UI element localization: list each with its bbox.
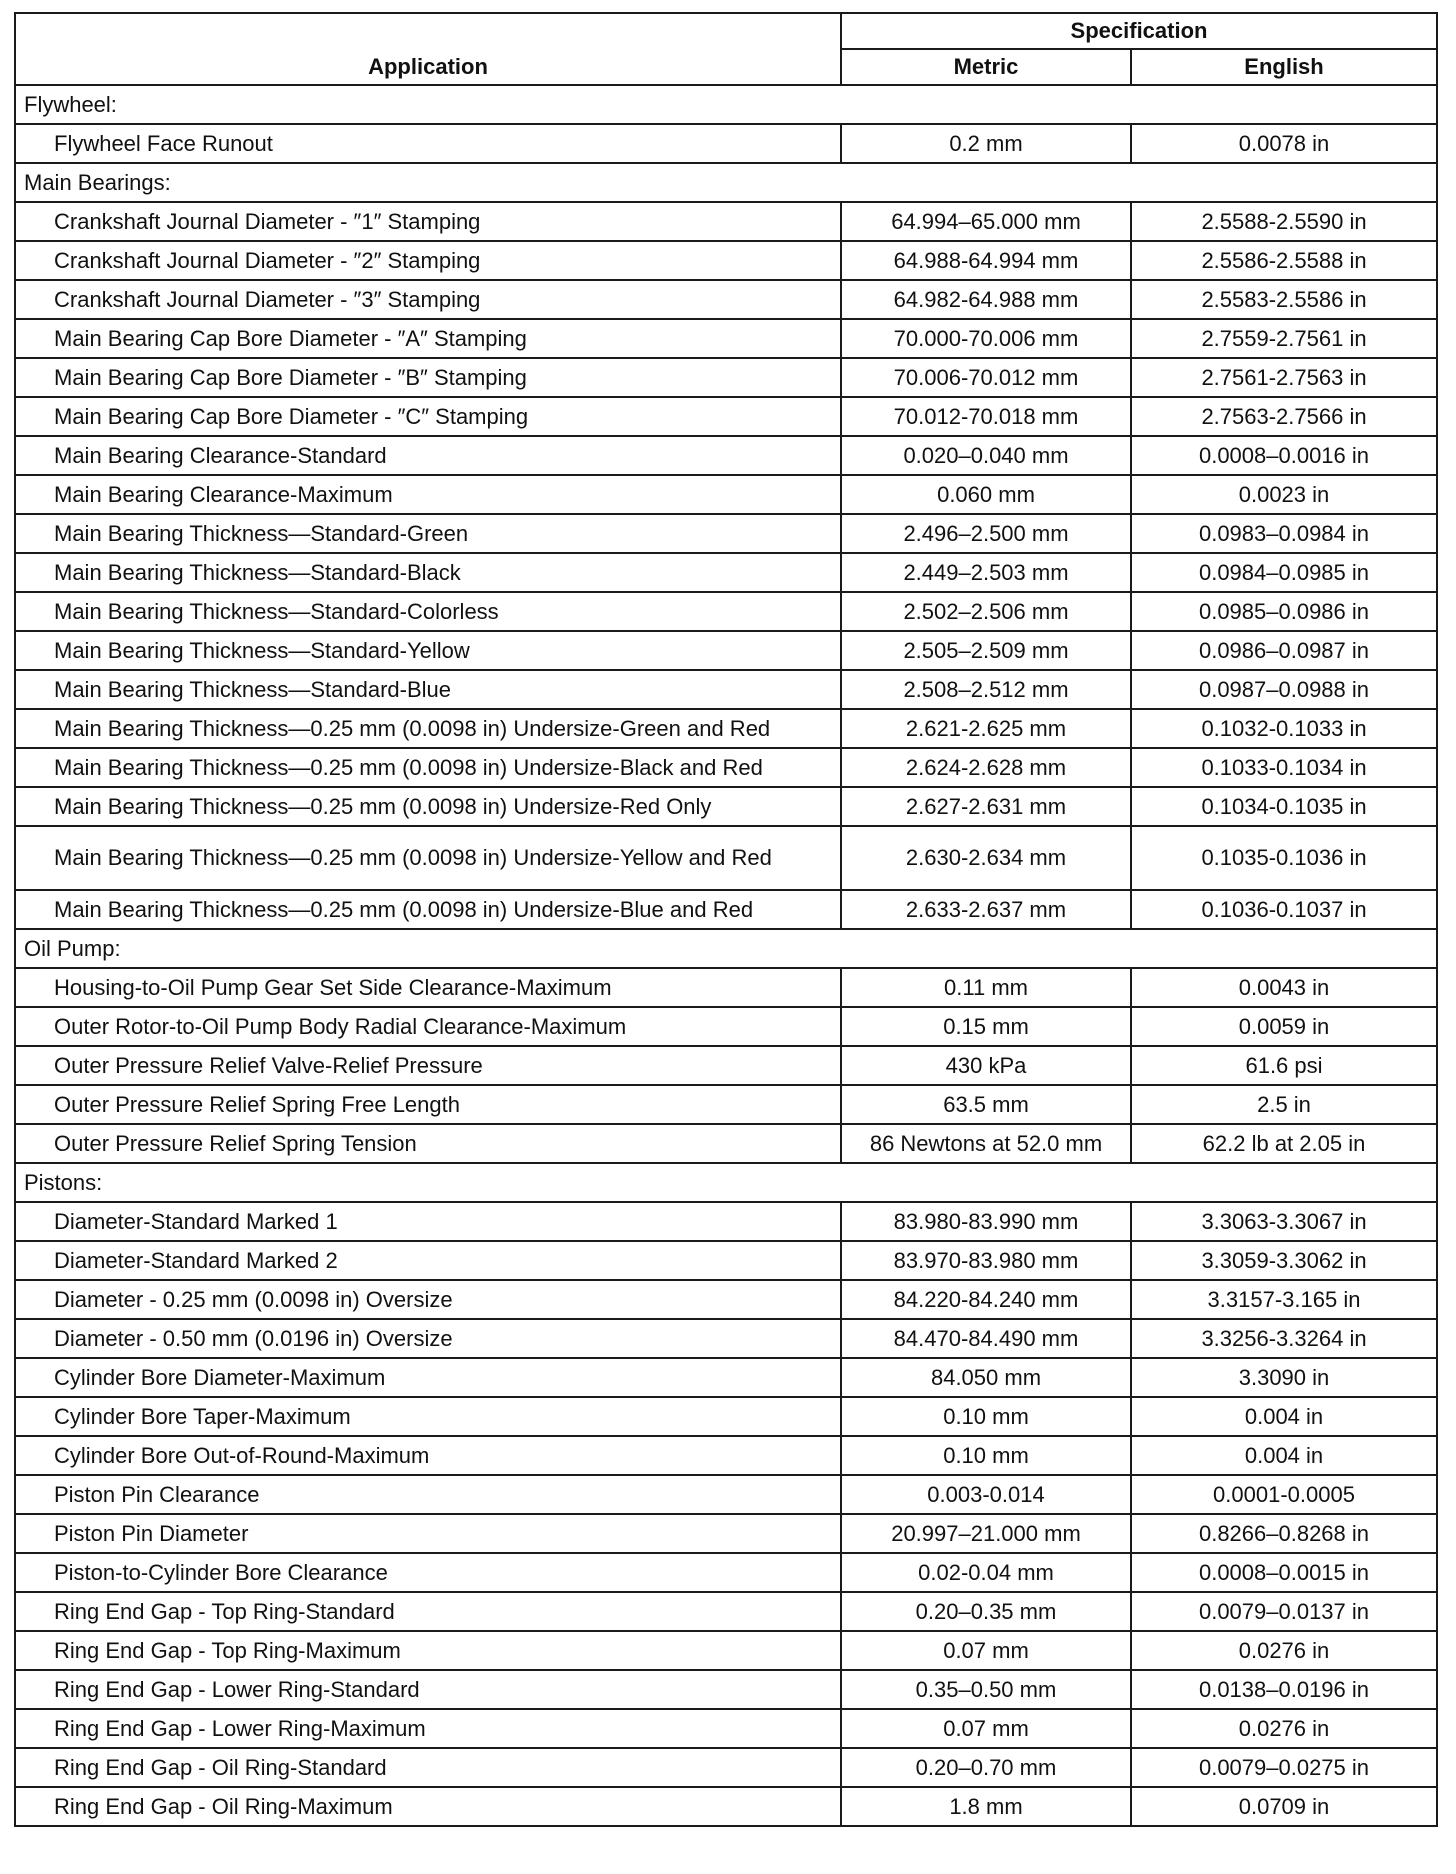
application-cell: Main Bearing Thickness—0.25 mm (0.0098 in) Undersize-Yellow and Red	[15, 826, 841, 890]
metric-value: 2.633-2.637 mm	[841, 890, 1131, 929]
metric-value: 0.20–0.70 mm	[841, 1748, 1131, 1787]
table-row	[15, 553, 1437, 592]
metric-value: 0.35–0.50 mm	[841, 1670, 1131, 1709]
english-value: 0.0984–0.0985 in	[1131, 553, 1437, 592]
english-value: 0.0001-0.0005	[1131, 1475, 1437, 1514]
english-value: 0.1035-0.1036 in	[1131, 826, 1437, 890]
section-row	[15, 929, 1437, 968]
metric-value: 2.508–2.512 mm	[841, 670, 1131, 709]
metric-value: 0.07 mm	[841, 1709, 1131, 1748]
metric-column-header: Metric	[841, 49, 1131, 85]
metric-value: 0.10 mm	[841, 1397, 1131, 1436]
application-cell: Main Bearing Clearance-Maximum	[15, 475, 841, 514]
english-value: 3.3063-3.3067 in	[1131, 1202, 1437, 1241]
english-value: 0.0043 in	[1131, 968, 1437, 1007]
metric-value: 83.980-83.990 mm	[841, 1202, 1131, 1241]
english-value: 3.3059-3.3062 in	[1131, 1241, 1437, 1280]
english-value: 0.0078 in	[1131, 124, 1437, 163]
metric-value: 0.020–0.040 mm	[841, 436, 1131, 475]
english-value: 0.0079–0.0137 in	[1131, 1592, 1437, 1631]
table-body	[15, 85, 1437, 1826]
table-row	[15, 280, 1437, 319]
application-cell: Crankshaft Journal Diameter - ″2″ Stamping	[15, 241, 841, 280]
english-value: 2.7561-2.7563 in	[1131, 358, 1437, 397]
metric-value: 64.988-64.994 mm	[841, 241, 1131, 280]
specification-table	[14, 12, 1438, 1827]
table-row	[15, 1709, 1437, 1748]
section-title: Main Bearings:	[15, 163, 1437, 202]
metric-value: 63.5 mm	[841, 1085, 1131, 1124]
application-cell: Ring End Gap - Top Ring-Standard	[15, 1592, 841, 1631]
table-row	[15, 124, 1437, 163]
application-cell: Outer Pressure Relief Spring Free Length	[15, 1085, 841, 1124]
application-cell: Piston-to-Cylinder Bore Clearance	[15, 1553, 841, 1592]
metric-value: 0.003-0.014	[841, 1475, 1131, 1514]
metric-value: 20.997–21.000 mm	[841, 1514, 1131, 1553]
table-header	[15, 13, 1437, 85]
application-cell: Main Bearing Thickness—Standard-Black	[15, 553, 841, 592]
english-value: 2.5583-2.5586 in	[1131, 280, 1437, 319]
english-value: 0.0709 in	[1131, 1787, 1437, 1826]
application-cell: Main Bearing Thickness—Standard-Blue	[15, 670, 841, 709]
application-cell: Piston Pin Diameter	[15, 1514, 841, 1553]
application-cell: Outer Pressure Relief Spring Tension	[15, 1124, 841, 1163]
table-row	[15, 748, 1437, 787]
application-cell: Ring End Gap - Oil Ring-Maximum	[15, 1787, 841, 1826]
english-value: 2.5 in	[1131, 1085, 1437, 1124]
metric-value: 0.15 mm	[841, 1007, 1131, 1046]
application-cell: Main Bearing Thickness—Standard-Green	[15, 514, 841, 553]
english-value: 0.0008–0.0016 in	[1131, 436, 1437, 475]
metric-value: 2.505–2.509 mm	[841, 631, 1131, 670]
application-cell: Ring End Gap - Lower Ring-Standard	[15, 1670, 841, 1709]
application-cell: Crankshaft Journal Diameter - ″3″ Stamping	[15, 280, 841, 319]
application-cell: Main Bearing Thickness—0.25 mm (0.0098 in) Undersize-Black and Red	[15, 748, 841, 787]
english-value: 0.8266–0.8268 in	[1131, 1514, 1437, 1553]
table-row	[15, 1553, 1437, 1592]
english-value: 0.0138–0.0196 in	[1131, 1670, 1437, 1709]
application-cell: Outer Rotor-to-Oil Pump Body Radial Clearance-Maximum	[15, 1007, 841, 1046]
metric-value: 2.630-2.634 mm	[841, 826, 1131, 890]
english-column-header: English	[1131, 49, 1437, 85]
english-value: 0.0986–0.0987 in	[1131, 631, 1437, 670]
table-row	[15, 1631, 1437, 1670]
metric-value: 70.006-70.012 mm	[841, 358, 1131, 397]
application-cell: Diameter-Standard Marked 2	[15, 1241, 841, 1280]
english-value: 3.3090 in	[1131, 1358, 1437, 1397]
english-value: 0.1036-0.1037 in	[1131, 890, 1437, 929]
application-cell: Diameter - 0.25 mm (0.0098 in) Oversize	[15, 1280, 841, 1319]
table-row	[15, 1202, 1437, 1241]
english-value: 0.0079–0.0275 in	[1131, 1748, 1437, 1787]
english-value: 0.0987–0.0988 in	[1131, 670, 1437, 709]
application-cell: Cylinder Bore Diameter-Maximum	[15, 1358, 841, 1397]
english-value: 0.0276 in	[1131, 1631, 1437, 1670]
application-cell: Ring End Gap - Lower Ring-Maximum	[15, 1709, 841, 1748]
application-cell: Main Bearing Clearance-Standard	[15, 436, 841, 475]
table-row	[15, 787, 1437, 826]
metric-value: 64.982-64.988 mm	[841, 280, 1131, 319]
application-cell: Ring End Gap - Top Ring-Maximum	[15, 1631, 841, 1670]
application-cell: Outer Pressure Relief Valve-Relief Pressure	[15, 1046, 841, 1085]
metric-value: 84.470-84.490 mm	[841, 1319, 1131, 1358]
metric-value: 2.627-2.631 mm	[841, 787, 1131, 826]
application-cell: Main Bearing Thickness—Standard-Colorless	[15, 592, 841, 631]
table-row	[15, 1085, 1437, 1124]
section-row	[15, 85, 1437, 124]
metric-value: 84.050 mm	[841, 1358, 1131, 1397]
application-cell: Flywheel Face Runout	[15, 124, 841, 163]
metric-value: 0.2 mm	[841, 124, 1131, 163]
application-column-header: Application	[15, 13, 841, 85]
application-cell: Ring End Gap - Oil Ring-Standard	[15, 1748, 841, 1787]
table-row	[15, 1475, 1437, 1514]
specification-column-header: Specification	[841, 13, 1437, 49]
table-row	[15, 1787, 1437, 1826]
table-row	[15, 1514, 1437, 1553]
metric-value: 70.000-70.006 mm	[841, 319, 1131, 358]
application-cell: Diameter - 0.50 mm (0.0196 in) Oversize	[15, 1319, 841, 1358]
table-row	[15, 1670, 1437, 1709]
table-row	[15, 1592, 1437, 1631]
english-value: 2.7563-2.7566 in	[1131, 397, 1437, 436]
table-row	[15, 1358, 1437, 1397]
metric-value: 2.621-2.625 mm	[841, 709, 1131, 748]
application-cell: Main Bearing Cap Bore Diameter - ″C″ Stamping	[15, 397, 841, 436]
metric-value: 86 Newtons at 52.0 mm	[841, 1124, 1131, 1163]
application-cell: Diameter-Standard Marked 1	[15, 1202, 841, 1241]
metric-value: 0.060 mm	[841, 475, 1131, 514]
english-value: 62.2 lb at 2.05 in	[1131, 1124, 1437, 1163]
metric-value: 0.20–0.35 mm	[841, 1592, 1131, 1631]
application-cell: Main Bearing Thickness—0.25 mm (0.0098 in) Undersize-Red Only	[15, 787, 841, 826]
table-row	[15, 514, 1437, 553]
table-row	[15, 890, 1437, 929]
metric-value: 2.449–2.503 mm	[841, 553, 1131, 592]
table-row	[15, 592, 1437, 631]
metric-value: 430 kPa	[841, 1046, 1131, 1085]
application-cell: Piston Pin Clearance	[15, 1475, 841, 1514]
table-row	[15, 1280, 1437, 1319]
metric-value: 0.02-0.04 mm	[841, 1553, 1131, 1592]
application-cell: Cylinder Bore Taper-Maximum	[15, 1397, 841, 1436]
application-cell: Crankshaft Journal Diameter - ″1″ Stamping	[15, 202, 841, 241]
english-value: 0.1033-0.1034 in	[1131, 748, 1437, 787]
section-row	[15, 1163, 1437, 1202]
section-row	[15, 163, 1437, 202]
section-title: Flywheel:	[15, 85, 1437, 124]
metric-value: 70.012-70.018 mm	[841, 397, 1131, 436]
application-cell: Main Bearing Thickness—0.25 mm (0.0098 in) Undersize-Blue and Red	[15, 890, 841, 929]
table-row	[15, 1046, 1437, 1085]
table-row	[15, 1748, 1437, 1787]
english-value: 0.1032-0.1033 in	[1131, 709, 1437, 748]
english-value: 0.1034-0.1035 in	[1131, 787, 1437, 826]
english-value: 0.004 in	[1131, 1397, 1437, 1436]
application-cell: Main Bearing Cap Bore Diameter - ″B″ Stamping	[15, 358, 841, 397]
header-row-top	[15, 13, 1437, 49]
table-row	[15, 397, 1437, 436]
application-cell: Main Bearing Cap Bore Diameter - ″A″ Stamping	[15, 319, 841, 358]
metric-value: 2.496–2.500 mm	[841, 514, 1131, 553]
table-row	[15, 436, 1437, 475]
metric-value: 2.624-2.628 mm	[841, 748, 1131, 787]
english-value: 0.0983–0.0984 in	[1131, 514, 1437, 553]
english-value: 0.0023 in	[1131, 475, 1437, 514]
table-row	[15, 1319, 1437, 1358]
table-row	[15, 202, 1437, 241]
section-title: Oil Pump:	[15, 929, 1437, 968]
english-value: 61.6 psi	[1131, 1046, 1437, 1085]
metric-value: 0.07 mm	[841, 1631, 1131, 1670]
table-row	[15, 1397, 1437, 1436]
table-row	[15, 709, 1437, 748]
table-row	[15, 1436, 1437, 1475]
application-cell: Main Bearing Thickness—0.25 mm (0.0098 in) Undersize-Green and Red	[15, 709, 841, 748]
table-row	[15, 1124, 1437, 1163]
metric-value: 83.970-83.980 mm	[841, 1241, 1131, 1280]
section-title: Pistons:	[15, 1163, 1437, 1202]
table-row	[15, 319, 1437, 358]
english-value: 2.7559-2.7561 in	[1131, 319, 1437, 358]
metric-value: 0.11 mm	[841, 968, 1131, 1007]
english-value: 0.0985–0.0986 in	[1131, 592, 1437, 631]
english-value: 2.5586-2.5588 in	[1131, 241, 1437, 280]
table-row	[15, 241, 1437, 280]
table-row	[15, 1007, 1437, 1046]
application-cell: Housing-to-Oil Pump Gear Set Side Clearance-Maximum	[15, 968, 841, 1007]
metric-value: 2.502–2.506 mm	[841, 592, 1131, 631]
english-value: 3.3256-3.3264 in	[1131, 1319, 1437, 1358]
table-row	[15, 968, 1437, 1007]
metric-value: 64.994–65.000 mm	[841, 202, 1131, 241]
english-value: 0.0276 in	[1131, 1709, 1437, 1748]
application-cell: Main Bearing Thickness—Standard-Yellow	[15, 631, 841, 670]
application-cell: Cylinder Bore Out-of-Round-Maximum	[15, 1436, 841, 1475]
english-value: 2.5588-2.5590 in	[1131, 202, 1437, 241]
english-value: 3.3157-3.165 in	[1131, 1280, 1437, 1319]
english-value: 0.0008–0.0015 in	[1131, 1553, 1437, 1592]
table-row	[15, 358, 1437, 397]
english-value: 0.0059 in	[1131, 1007, 1437, 1046]
table-row	[15, 631, 1437, 670]
metric-value: 1.8 mm	[841, 1787, 1131, 1826]
english-value: 0.004 in	[1131, 1436, 1437, 1475]
metric-value: 0.10 mm	[841, 1436, 1131, 1475]
table-row	[15, 475, 1437, 514]
metric-value: 84.220-84.240 mm	[841, 1280, 1131, 1319]
table-row	[15, 826, 1437, 890]
table-row	[15, 670, 1437, 709]
table-row	[15, 1241, 1437, 1280]
